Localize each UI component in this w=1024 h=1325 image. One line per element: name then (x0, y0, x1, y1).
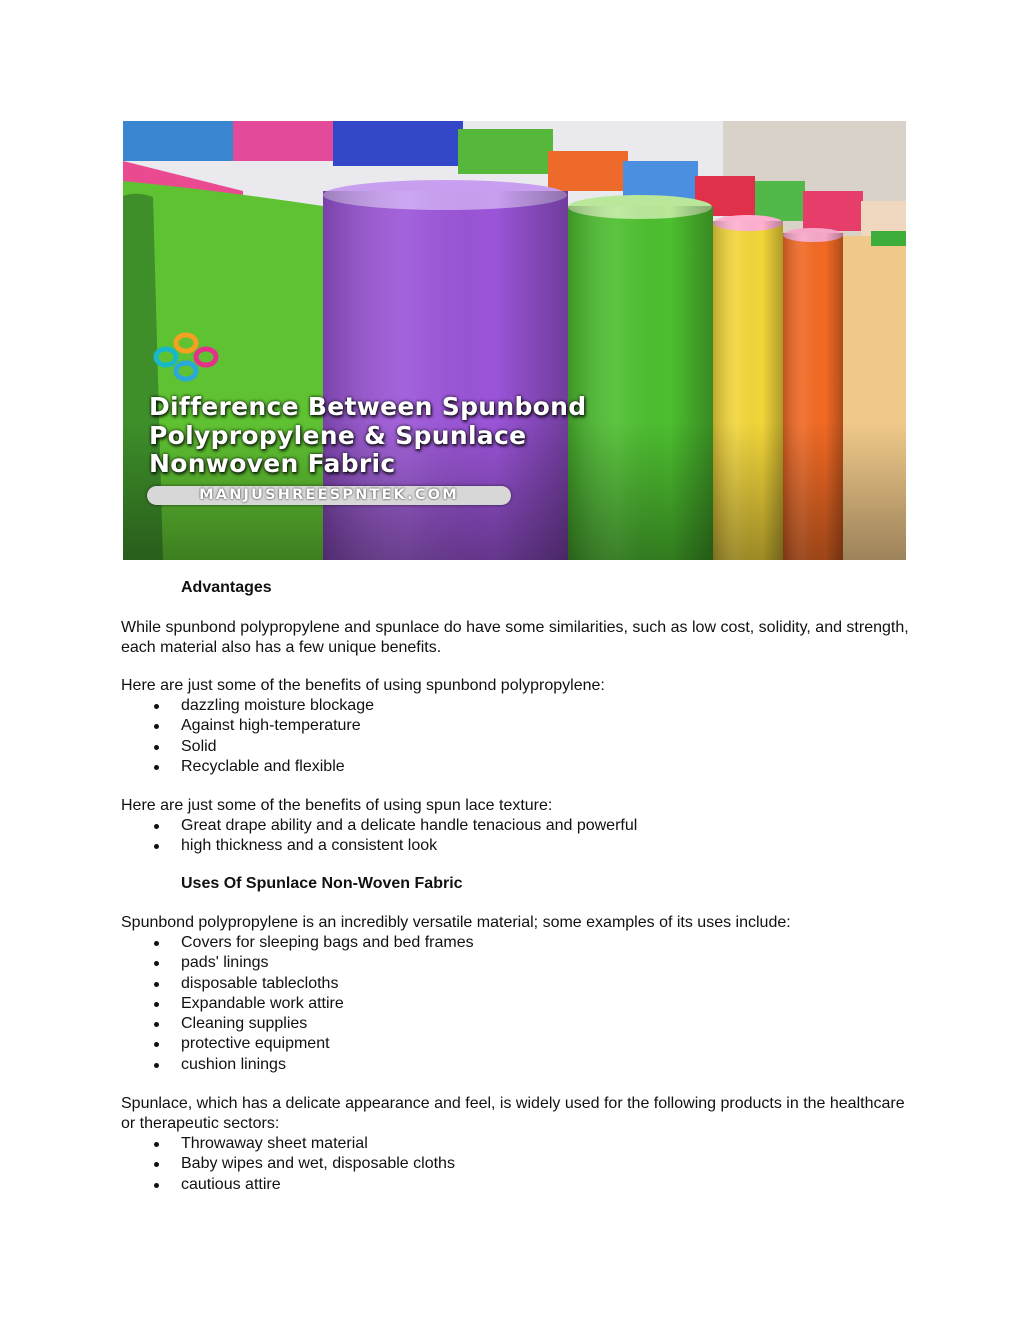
list-item: Recyclable and flexible (121, 757, 374, 777)
healthcare-intro: Spunlace, which has a delicate appearance and feel, is widely used for the following products in the healthcare or therapeutic sectors: (121, 1095, 905, 1132)
list-item: Expandable work attire (121, 994, 474, 1014)
list-item: Great drape ability and a delicate handle tenacious and powerful (121, 816, 637, 836)
list-item: cushion linings (121, 1055, 474, 1075)
list-item: Baby wipes and wet, disposable cloths (121, 1154, 455, 1174)
list-item: protective equipment (121, 1034, 474, 1054)
list-item: Against high-temperature (121, 716, 374, 736)
spunlace-benefits-list (121, 816, 637, 857)
list-item: dazzling moisture blockage (121, 696, 374, 716)
list-item: cautious attire (121, 1175, 455, 1195)
hero-title-line: Polypropylene & Spunlace (149, 420, 527, 450)
list-item: high thickness and a consistent look (121, 836, 637, 856)
spunbond-intro: Here are just some of the benefits of using spunbond polypropylene: (121, 677, 605, 694)
spunlace-intro: Here are just some of the benefits of using spun lace texture: (121, 797, 553, 814)
hero-title-line: Nonwoven Fabric (149, 449, 396, 478)
list-item: Solid (121, 737, 374, 757)
hero-title (149, 393, 586, 479)
uses-heading: Uses Of Spunlace Non-Woven Fabric (181, 875, 463, 892)
hero-website-url: MANJUSHREESPNTEK.COM (147, 486, 511, 505)
list-item: disposable tablecloths (121, 974, 474, 994)
healthcare-list (121, 1134, 455, 1195)
advantages-heading: Advantages (181, 579, 272, 596)
uses-intro: Spunbond polypropylene is an incredibly versatile material; some examples of its uses include: (121, 914, 791, 931)
list-item: pads' linings (121, 953, 474, 973)
list-item: Throwaway sheet material (121, 1134, 455, 1154)
list-item: Cleaning supplies (121, 1014, 474, 1034)
list-item: Covers for sleeping bags and bed frames (121, 933, 474, 953)
spunbond-benefits-list (121, 696, 374, 777)
hero-title-line: Difference Between Spunbond (149, 392, 587, 421)
company-logo-icon (151, 331, 221, 383)
uses-list (121, 933, 474, 1075)
advantages-intro: While spunbond polypropylene and spunlace do have some similarities, such as low cost, solidity, and strength, each material also has a few unique benefits. (121, 619, 909, 656)
hero-image (123, 121, 906, 560)
